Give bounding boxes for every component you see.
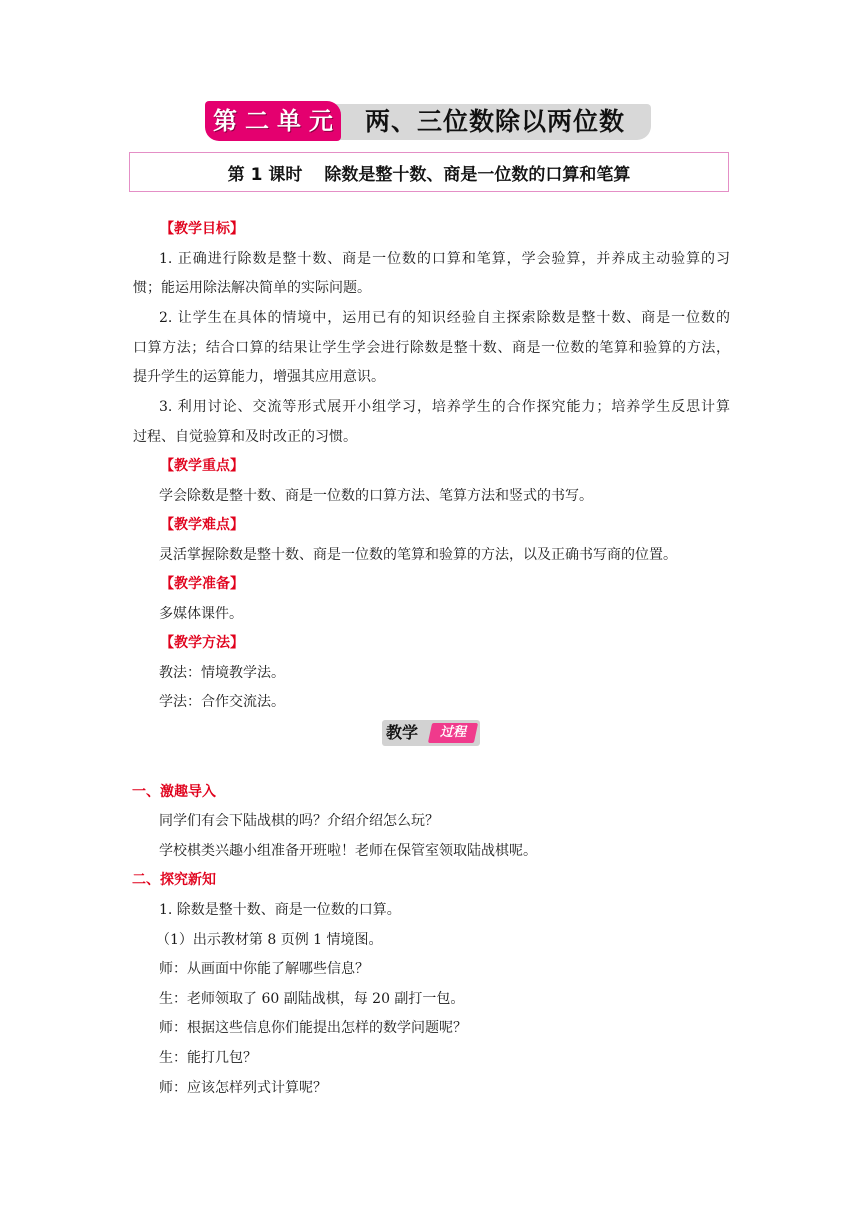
unit-char: 第 (213, 107, 237, 135)
preparation-heading: 【教学准备】 (160, 576, 244, 592)
part1-line: 同学们有会下陆战棋的吗？介绍介绍怎么玩？ (159, 813, 439, 829)
objective-line: 惯；能运用除法解决简单的实际问题。 (133, 280, 371, 296)
lesson-title: 除数是整十数、商是一位数的口算和笔算 (324, 164, 631, 185)
unit-char: 单 (277, 107, 301, 135)
objective-line: 2. 让学生在具体的情境中，运用已有的知识经验自主探索除数是整十数、商是一位数的 (159, 310, 730, 326)
unit-char: 元 (309, 107, 333, 135)
part2-title: 二、探究新知 (132, 872, 216, 888)
process-badge-right: 过程 (439, 725, 466, 740)
objective-line: 1. 正确进行除数是整十数、商是一位数的口算和笔算，学会验算，并养成主动验算的习 (159, 251, 730, 267)
part2-line: 师：根据这些信息你们能提出怎样的数学问题呢？ (159, 1020, 467, 1036)
part2-line: 1. 除数是整十数、商是一位数的口算。 (159, 902, 401, 918)
key-points-text: 学会除数是整十数、商是一位数的口算方法、笔算方法和竖式的书写。 (159, 488, 593, 504)
objective-line: 过程、自觉验算和及时改正的习惯。 (133, 429, 357, 445)
key-points-heading: 【教学重点】 (160, 458, 244, 474)
part2-line: 生：能打几包？ (159, 1050, 257, 1066)
part2-line: 生：老师领取了 60 副陆战棋，每 20 副打一包。 (159, 991, 465, 1007)
methods-heading: 【教学方法】 (160, 635, 244, 651)
objective-line: 口算方法；结合口算的结果让学生学会进行除数是整十数、商是一位数的笔算和验算的方法， (133, 340, 730, 356)
lesson-title-box (129, 152, 729, 192)
unit-tag (205, 101, 341, 141)
objective-line: 提升学生的运算能力，增强其应用意识。 (133, 369, 385, 385)
difficulties-heading: 【教学难点】 (160, 517, 244, 533)
unit-banner (205, 101, 653, 143)
part1-title: 一、激趣导入 (132, 784, 216, 800)
lesson-number: 第 1 课时 (227, 164, 303, 185)
part1-line: 学校棋类兴趣小组准备开班啦！老师在保管室领取陆战棋呢。 (159, 843, 537, 859)
process-badge (382, 720, 480, 746)
unit-char: 二 (245, 107, 269, 135)
preparation-text: 多媒体课件。 (159, 606, 243, 622)
part2-line: 师：从画面中你能了解哪些信息？ (159, 961, 369, 977)
process-badge-left: 教学 (386, 723, 419, 742)
part2-line: 师：应该怎样列式计算呢？ (159, 1080, 327, 1096)
method-line: 学法：合作交流法。 (159, 694, 285, 710)
unit-title: 两、三位数除以两位数 (365, 107, 626, 136)
method-line: 教法：情境教学法。 (159, 665, 285, 681)
objectives-heading: 【教学目标】 (160, 221, 244, 237)
difficulties-text: 灵活掌握除数是整十数、商是一位数的笔算和验算的方法，以及正确书写商的位置。 (159, 547, 677, 563)
part2-line: （1）出示教材第 8 页例 1 情境图。 (156, 932, 383, 948)
objective-line: 3. 利用讨论、交流等形式展开小组学习，培养学生的合作探究能力；培养学生反思计算 (159, 399, 730, 415)
